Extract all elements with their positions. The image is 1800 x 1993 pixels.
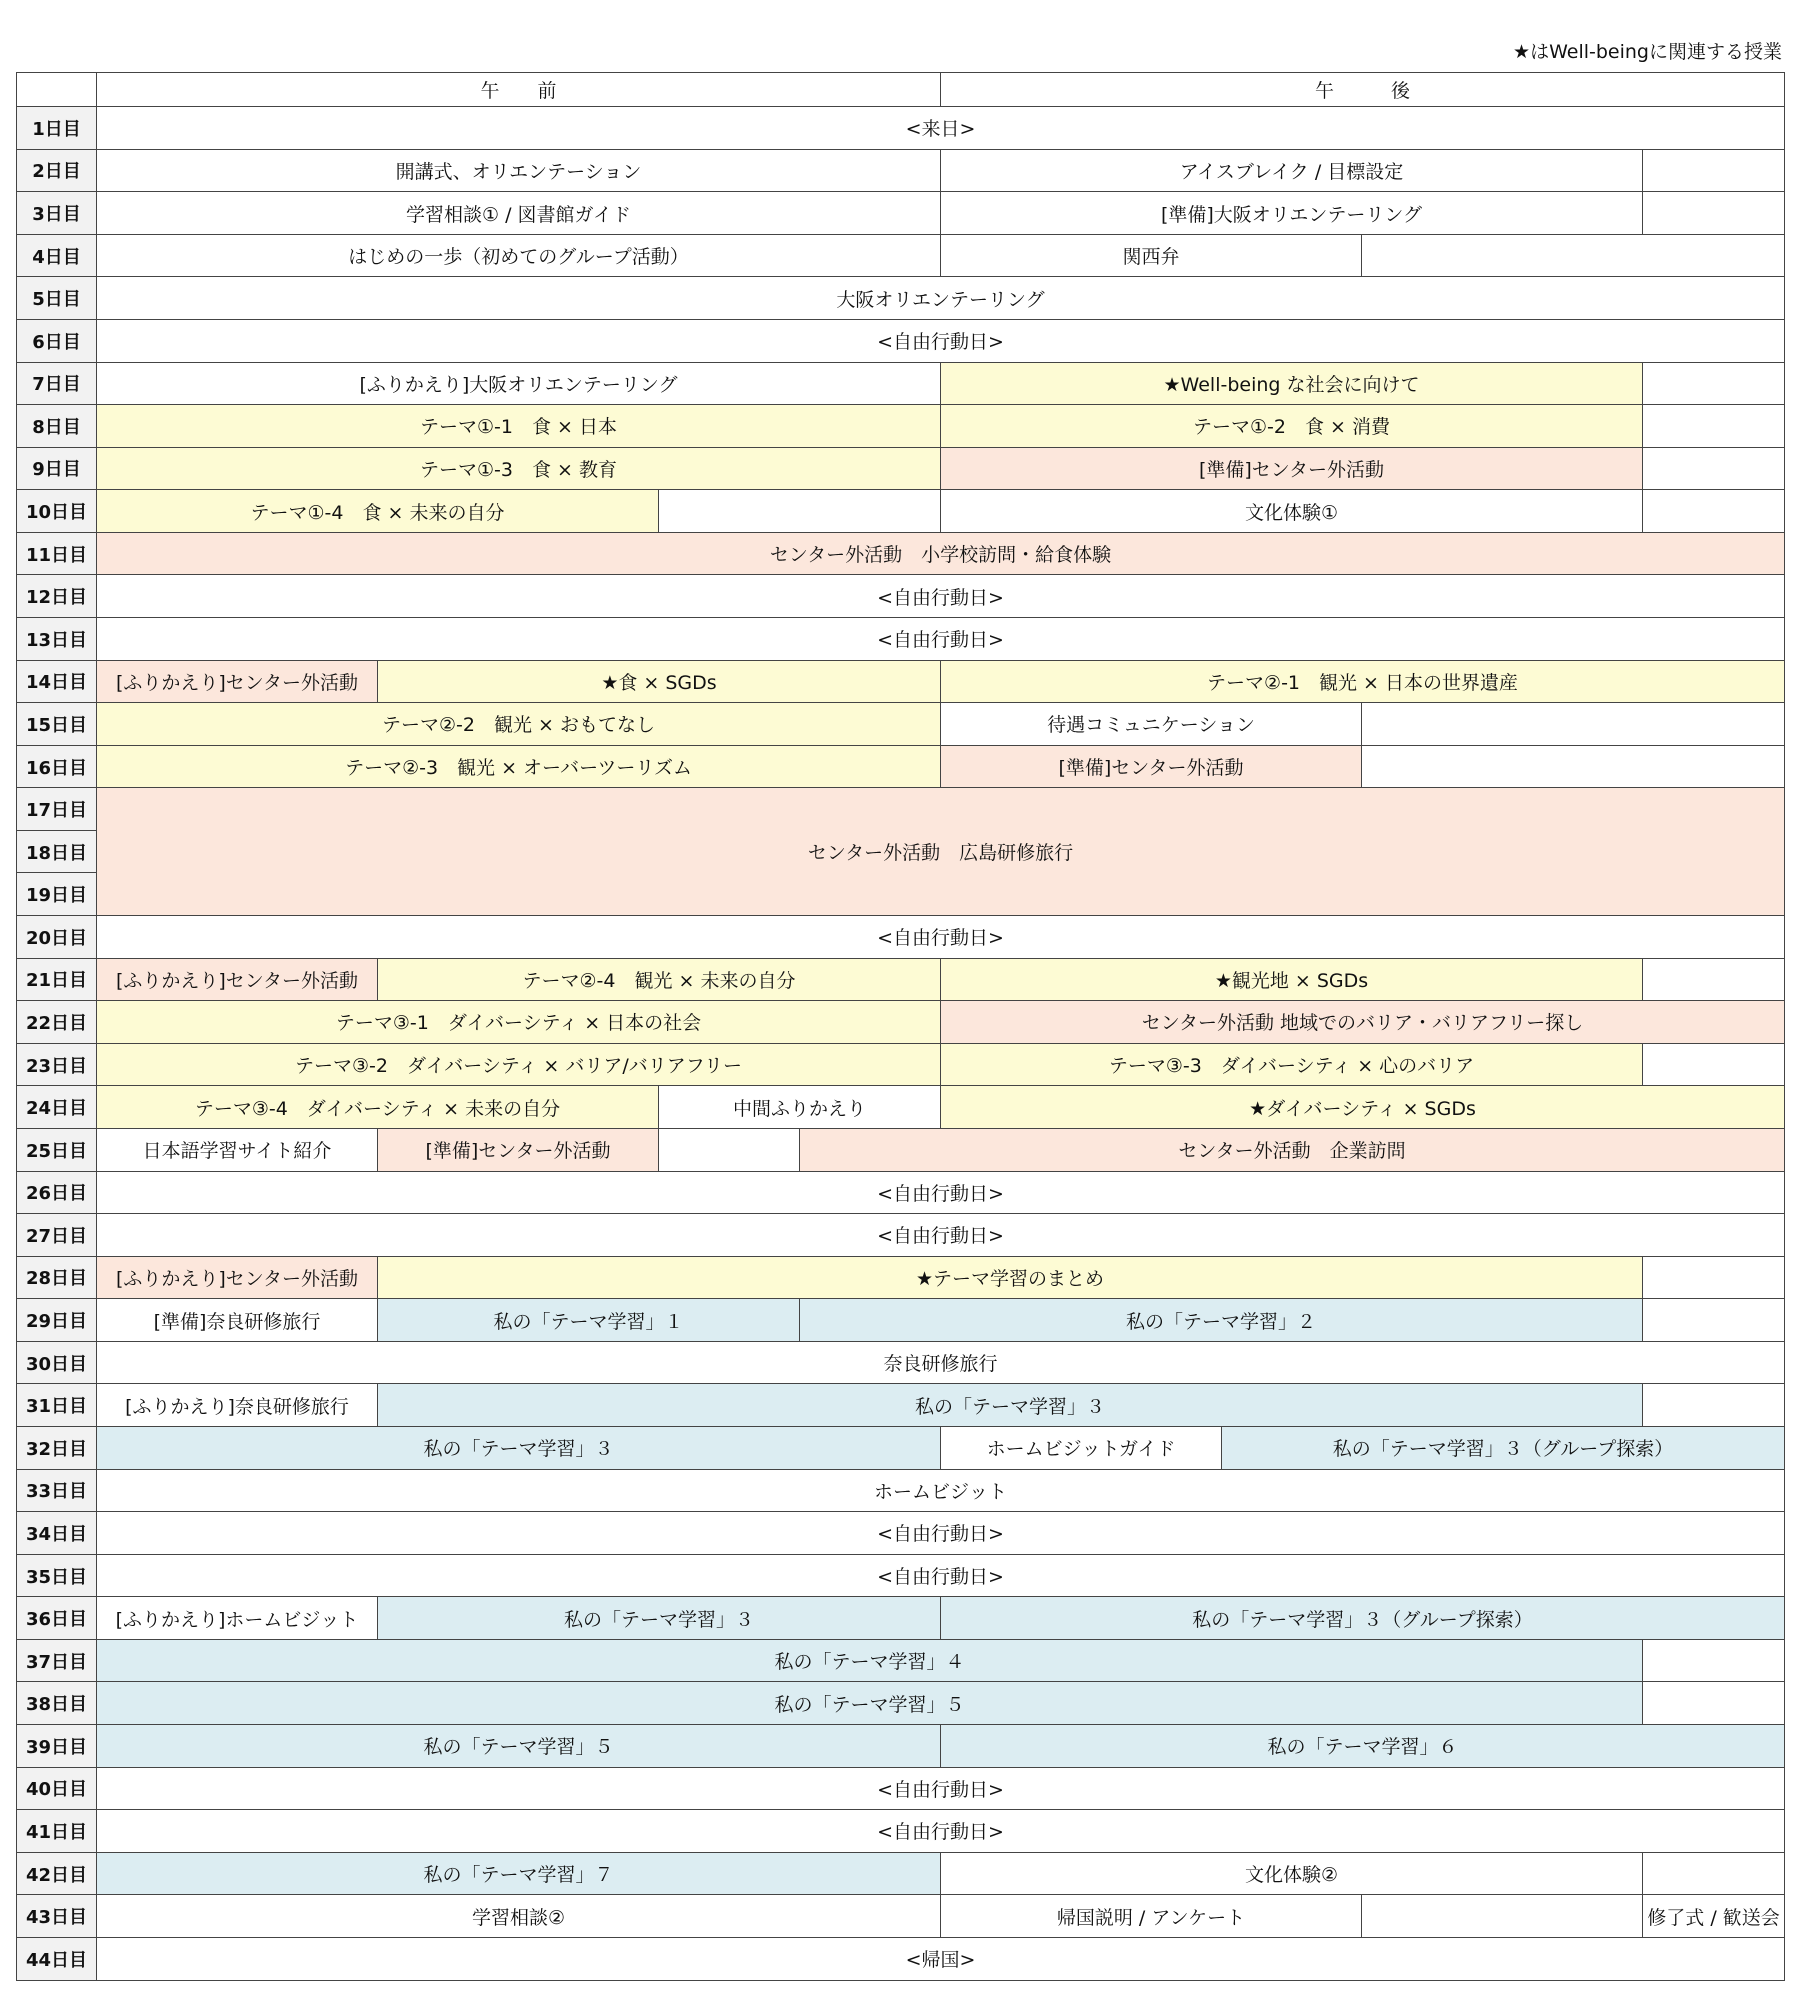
session-cell: アイスブレイク / 目標設定 [941, 149, 1643, 192]
day-label: 29日目 [17, 1299, 97, 1342]
empty-cell [1643, 447, 1785, 490]
day-row [17, 703, 1785, 746]
day-label: 21日目 [17, 958, 97, 1001]
day-label: 25日目 [17, 1128, 97, 1171]
empty-cell [1643, 1682, 1785, 1725]
header-afternoon: 午 後 [941, 73, 1785, 107]
session-cell: センター外活動 企業訪問 [800, 1128, 1785, 1171]
day-label: 10日目 [17, 490, 97, 533]
empty-cell [1643, 1384, 1785, 1427]
day-label: 44日目 [17, 1937, 97, 1980]
day-row [17, 1043, 1785, 1086]
session-cell: <来日> [97, 107, 1785, 150]
empty-cell [1643, 1299, 1785, 1342]
day-label: 1日目 [17, 107, 97, 150]
session-cell: <自由行動日> [97, 1810, 1785, 1853]
session-cell: [準備]センター外活動 [941, 745, 1362, 788]
schedule-table [16, 72, 1785, 1981]
day-row [17, 362, 1785, 405]
session-cell: 日本語学習サイト紹介 [97, 1128, 378, 1171]
session-cell: 私の「テーマ学習」４ [97, 1639, 1643, 1682]
day-label: 8日目 [17, 405, 97, 448]
session-cell: [ふりかえり]奈良研修旅行 [97, 1384, 378, 1427]
day-row [17, 1214, 1785, 1257]
session-cell: [ふりかえり]センター外活動 [97, 660, 378, 703]
session-cell: はじめの一歩（初めてのグループ活動） [97, 234, 941, 277]
day-row [17, 1639, 1785, 1682]
session-cell: <自由行動日> [97, 319, 1785, 362]
day-label: 42日目 [17, 1852, 97, 1895]
wellbeing-legend-note: ★はWell-beingに関連する授業 [1513, 41, 1782, 63]
session-cell: <自由行動日> [97, 1214, 1785, 1257]
schedule-body [17, 73, 1785, 1981]
day-label: 19日目 [17, 873, 97, 916]
day-label: 35日目 [17, 1554, 97, 1597]
session-cell: ★ダイバーシティ × SGDs [941, 1086, 1785, 1129]
day-label: 20日目 [17, 916, 97, 959]
day-row [17, 1767, 1785, 1810]
day-label: 30日目 [17, 1341, 97, 1384]
session-cell: [準備]センター外活動 [378, 1128, 659, 1171]
day-row [17, 788, 1785, 831]
day-row [17, 490, 1785, 533]
session-cell: テーマ①-1 食 × 日本 [97, 405, 941, 448]
day-label: 39日目 [17, 1725, 97, 1768]
empty-cell [1643, 958, 1785, 1001]
empty-cell [1643, 1852, 1785, 1895]
session-cell: [ふりかえり]大阪オリエンテーリング [97, 362, 941, 405]
session-cell: 私の「テーマ学習」３（グループ探索） [1222, 1426, 1785, 1469]
day-label: 38日目 [17, 1682, 97, 1725]
session-cell: 中間ふりかえり [659, 1086, 941, 1129]
session-cell: <自由行動日> [97, 1171, 1785, 1214]
session-cell: [ふりかえり]センター外活動 [97, 958, 378, 1001]
day-label: 32日目 [17, 1426, 97, 1469]
empty-cell [1643, 149, 1785, 192]
day-label: 13日目 [17, 618, 97, 661]
empty-cell [1643, 192, 1785, 235]
session-cell: <自由行動日> [97, 1767, 1785, 1810]
header-morning: 午 前 [97, 73, 941, 107]
session-cell: [準備]センター外活動 [941, 447, 1643, 490]
empty-cell [1643, 490, 1785, 533]
day-label: 4日目 [17, 234, 97, 277]
day-row [17, 1810, 1785, 1853]
day-row [17, 277, 1785, 320]
session-cell: 私の「テーマ学習」７ [97, 1852, 941, 1895]
session-cell: <自由行動日> [97, 1554, 1785, 1597]
session-cell: テーマ①-4 食 × 未来の自分 [97, 490, 659, 533]
session-cell: 待遇コミュニケーション [941, 703, 1362, 746]
day-label: 12日目 [17, 575, 97, 618]
session-cell: テーマ③-1 ダイバーシティ × 日本の社会 [97, 1001, 941, 1044]
session-cell: 大阪オリエンテーリング [97, 277, 1785, 320]
session-cell: センター外活動 地域でのバリア・バリアフリー探し [941, 1001, 1785, 1044]
session-cell: 学習相談① / 図書館ガイド [97, 192, 941, 235]
day-label: 36日目 [17, 1597, 97, 1640]
day-label: 31日目 [17, 1384, 97, 1427]
session-cell: 関西弁 [941, 234, 1362, 277]
day-label: 9日目 [17, 447, 97, 490]
day-row [17, 1128, 1785, 1171]
session-cell: テーマ③-4 ダイバーシティ × 未来の自分 [97, 1086, 659, 1129]
day-row [17, 107, 1785, 150]
empty-cell [1643, 1043, 1785, 1086]
day-label: 33日目 [17, 1469, 97, 1512]
empty-cell [1362, 234, 1785, 277]
day-row [17, 1512, 1785, 1555]
session-cell: テーマ③-2 ダイバーシティ × バリア/バリアフリー [97, 1043, 941, 1086]
empty-cell [1362, 1895, 1643, 1938]
day-label: 40日目 [17, 1767, 97, 1810]
session-cell: 開講式、オリエンテーション [97, 149, 941, 192]
session-cell: 学習相談② [97, 1895, 941, 1938]
day-label: 37日目 [17, 1639, 97, 1682]
session-cell: センター外活動 広島研修旅行 [97, 788, 1785, 916]
day-label: 41日目 [17, 1810, 97, 1853]
session-cell: テーマ①-3 食 × 教育 [97, 447, 941, 490]
day-row [17, 1384, 1785, 1427]
day-label: 34日目 [17, 1512, 97, 1555]
session-cell: テーマ①-2 食 × 消費 [941, 405, 1643, 448]
day-label: 43日目 [17, 1895, 97, 1938]
day-row [17, 1299, 1785, 1342]
empty-cell [1643, 362, 1785, 405]
empty-cell [1362, 745, 1785, 788]
session-cell: 奈良研修旅行 [97, 1341, 1785, 1384]
day-row [17, 234, 1785, 277]
day-label: 26日目 [17, 1171, 97, 1214]
empty-cell [659, 1128, 800, 1171]
day-row [17, 192, 1785, 235]
day-row [17, 1341, 1785, 1384]
session-cell: <自由行動日> [97, 1512, 1785, 1555]
day-label: 14日目 [17, 660, 97, 703]
day-label: 3日目 [17, 192, 97, 235]
day-row [17, 149, 1785, 192]
session-cell: 文化体験② [941, 1852, 1643, 1895]
day-row [17, 1426, 1785, 1469]
day-row [17, 447, 1785, 490]
day-row [17, 1937, 1785, 1980]
day-row [17, 618, 1785, 661]
session-cell: 私の「テーマ学習」２ [800, 1299, 1643, 1342]
session-cell: [準備]奈良研修旅行 [97, 1299, 378, 1342]
day-label: 18日目 [17, 830, 97, 873]
day-row [17, 1725, 1785, 1768]
session-cell: 私の「テーマ学習」３ [378, 1597, 941, 1640]
session-cell: ホームビジット [97, 1469, 1785, 1512]
session-cell: ホームビジットガイド [941, 1426, 1222, 1469]
day-label: 7日目 [17, 362, 97, 405]
session-cell: ★食 × SGDs [378, 660, 941, 703]
day-label: 17日目 [17, 788, 97, 831]
day-row [17, 1256, 1785, 1299]
session-cell: 私の「テーマ学習」３ [378, 1384, 1643, 1427]
day-label: 6日目 [17, 319, 97, 362]
day-row [17, 1001, 1785, 1044]
empty-cell [659, 490, 941, 533]
day-row [17, 660, 1785, 703]
day-row [17, 1597, 1785, 1640]
day-row [17, 1086, 1785, 1129]
session-cell: <自由行動日> [97, 916, 1785, 959]
session-cell: <帰国> [97, 1937, 1785, 1980]
session-cell: テーマ②-4 観光 × 未来の自分 [378, 958, 941, 1001]
day-label: 27日目 [17, 1214, 97, 1257]
session-cell: 私の「テーマ学習」１ [378, 1299, 800, 1342]
session-cell: 私の「テーマ学習」６ [941, 1725, 1785, 1768]
day-row [17, 1554, 1785, 1597]
day-label: 16日目 [17, 745, 97, 788]
session-cell: <自由行動日> [97, 618, 1785, 661]
empty-cell [1643, 405, 1785, 448]
day-label: 11日目 [17, 532, 97, 575]
session-cell: ★Well-being な社会に向けて [941, 362, 1643, 405]
session-cell: 私の「テーマ学習」３ [97, 1426, 941, 1469]
day-label: 15日目 [17, 703, 97, 746]
day-row [17, 1469, 1785, 1512]
session-cell: 帰国説明 / アンケート [941, 1895, 1362, 1938]
session-cell: 私の「テーマ学習」５ [97, 1682, 1643, 1725]
day-row [17, 532, 1785, 575]
day-row [17, 1171, 1785, 1214]
day-row [17, 1682, 1785, 1725]
day-row [17, 745, 1785, 788]
day-label: 22日目 [17, 1001, 97, 1044]
session-cell: 修了式 / 歓送会 [1643, 1895, 1785, 1938]
day-row [17, 405, 1785, 448]
header-corner [17, 73, 97, 107]
session-cell: [ふりかえり]ホームビジット [97, 1597, 378, 1640]
day-row [17, 319, 1785, 362]
session-cell: テーマ③-3 ダイバーシティ × 心のバリア [941, 1043, 1643, 1086]
day-row [17, 1895, 1785, 1938]
session-cell: <自由行動日> [97, 575, 1785, 618]
session-cell: ★テーマ学習のまとめ [378, 1256, 1643, 1299]
day-row [17, 916, 1785, 959]
session-cell: テーマ②-1 観光 × 日本の世界遺産 [941, 660, 1785, 703]
session-cell: テーマ②-3 観光 × オーバーツーリズム [97, 745, 941, 788]
session-cell: ★観光地 × SGDs [941, 958, 1643, 1001]
session-cell: センター外活動 小学校訪問・給食体験 [97, 532, 1785, 575]
day-label: 5日目 [17, 277, 97, 320]
day-label: 23日目 [17, 1043, 97, 1086]
day-label: 28日目 [17, 1256, 97, 1299]
session-cell: 私の「テーマ学習」３（グループ探索） [941, 1597, 1785, 1640]
day-row [17, 1852, 1785, 1895]
session-cell: [準備]大阪オリエンテーリング [941, 192, 1643, 235]
session-cell: テーマ②-2 観光 × おもてなし [97, 703, 941, 746]
empty-cell [1362, 703, 1785, 746]
day-label: 2日目 [17, 149, 97, 192]
empty-cell [1643, 1256, 1785, 1299]
day-row [17, 575, 1785, 618]
session-cell: 文化体験① [941, 490, 1643, 533]
day-row [17, 958, 1785, 1001]
day-label: 24日目 [17, 1086, 97, 1129]
header-row [17, 73, 1785, 107]
session-cell: [ふりかえり]センター外活動 [97, 1256, 378, 1299]
empty-cell [1643, 1639, 1785, 1682]
session-cell: 私の「テーマ学習」５ [97, 1725, 941, 1768]
